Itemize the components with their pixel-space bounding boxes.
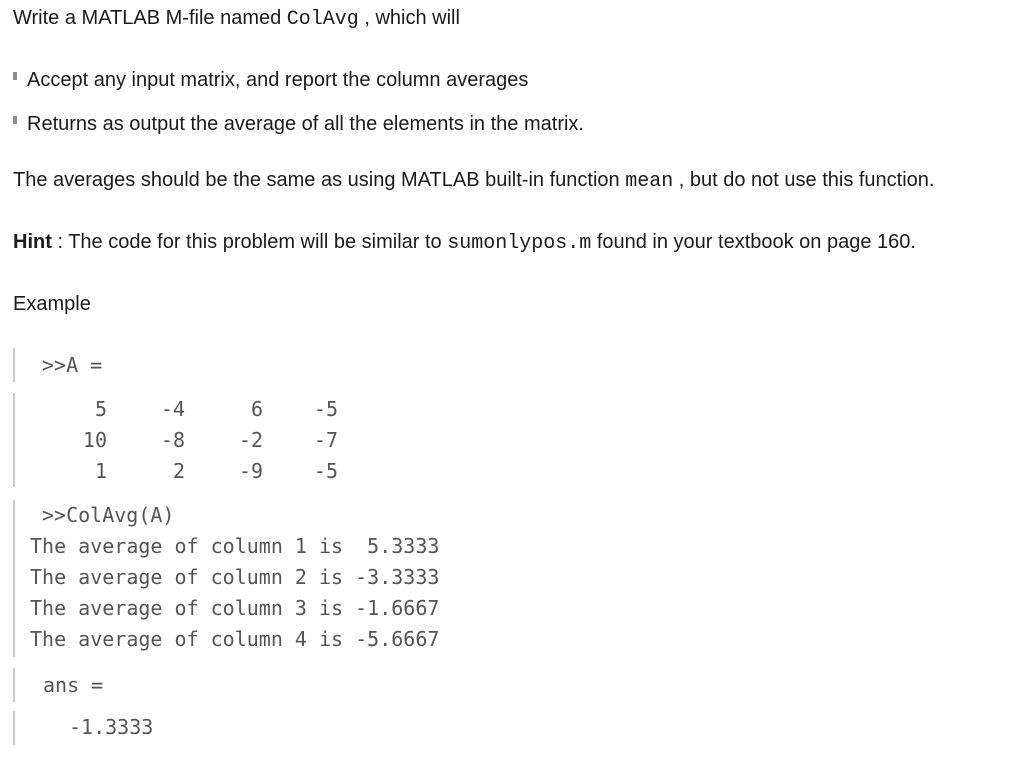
note-prefix: The averages should be the same as using MATLAB built-in function (13, 169, 626, 191)
code-output-line: The average of column 1 is 5.3333 (30, 534, 440, 558)
code-block-ans (13, 668, 215, 702)
matrix-row (15, 393, 338, 424)
matrix-table (15, 393, 338, 486)
code-ans-label: ans = (43, 673, 104, 697)
hint-prefix: : The code for this problem will be similar to (51, 231, 448, 253)
matrix-row (15, 424, 338, 455)
intro-suffix: , which will (358, 7, 460, 29)
bullet-item (13, 112, 584, 136)
bullet-text: Accept any input matrix, and report the column averages (27, 69, 529, 91)
matrix-cell: 1 (94, 458, 107, 483)
bullet-marker-icon (13, 116, 17, 124)
code-block-matrix (13, 393, 355, 487)
intro-filename: ColAvg (286, 8, 359, 31)
matrix-cell: -8 (160, 427, 185, 452)
hint-label: Hint (13, 231, 52, 253)
matrix-row (15, 455, 338, 486)
intro-prefix: Write a MATLAB M-file named (13, 7, 287, 29)
code-assign: >>A = (42, 353, 103, 377)
code-output-line: The average of column 3 is -1.6667 (30, 596, 440, 620)
matrix-cell: -2 (238, 427, 263, 452)
matrix-cell: 2 (172, 458, 185, 483)
matrix-cell: 5 (94, 396, 107, 421)
hint-code: sumonlypos.m (447, 232, 592, 255)
code-ans-value: -1.3333 (69, 715, 154, 739)
bullet-marker-icon (13, 72, 17, 80)
example-label: Example (13, 293, 91, 315)
matrix-cell: -7 (313, 427, 338, 452)
code-block-assign (13, 348, 315, 382)
matrix-cell: 10 (82, 427, 107, 452)
matrix-cell: -4 (160, 396, 185, 421)
code-block-output (13, 500, 495, 657)
bullet-text: Returns as output the average of all the elements in the matrix. (27, 113, 584, 135)
matrix-cell: 6 (250, 396, 263, 421)
code-output-line: The average of column 4 is -5.6667 (30, 627, 440, 651)
code-output-line: The average of column 2 is -3.3333 (30, 565, 440, 589)
intro-line (13, 6, 460, 32)
bullet-item (13, 68, 528, 92)
note-suffix: , but do not use this function. (673, 169, 935, 191)
matrix-cell: -5 (313, 396, 338, 421)
matrix-cell: -9 (238, 458, 263, 483)
code-call: >>ColAvg(A) (42, 503, 175, 527)
code-block-ans-value (13, 711, 215, 745)
matrix-cell: -5 (313, 458, 338, 483)
hint-suffix: found in your textbook on page 160. (591, 231, 916, 253)
note-code: mean (625, 170, 674, 193)
hint-line (13, 230, 916, 256)
note-line (13, 168, 934, 194)
